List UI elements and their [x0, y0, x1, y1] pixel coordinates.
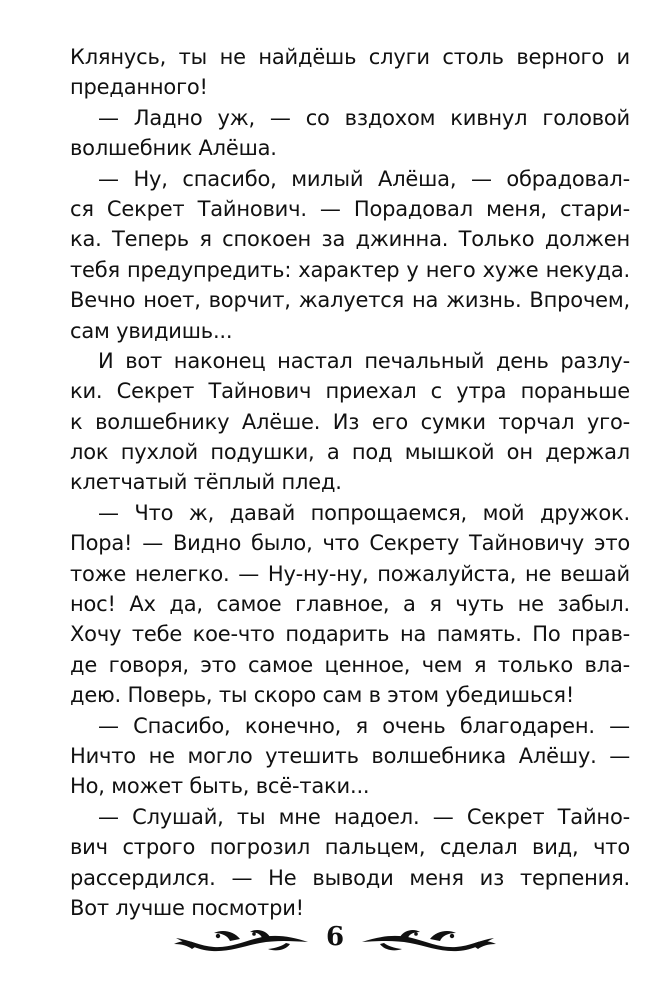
page-footer: [0, 918, 669, 962]
page-text: [70, 42, 630, 923]
text-line: преданного!: [70, 75, 208, 100]
text-line: к волшебнику Алёше. Из его сумки торчал уго-: [70, 409, 630, 434]
text-line: лок пухлой подушки, а под мышкой он держал: [70, 440, 630, 465]
text-line: — Спасибо, конечно, я очень благодарен. —: [98, 713, 630, 738]
text-line: Но, может быть, всё-таки...: [70, 774, 370, 799]
text-line: Пора! — Видно было, что Секрету Тайновичу это: [70, 531, 630, 556]
text-line: дею. Поверь, ты скоро сам в этом убедишься!: [70, 683, 575, 708]
text-line: — Ладно уж, — со вздохом кивнул головой: [98, 105, 630, 130]
text-line: рассердился. — Не выводи меня из терпения.: [70, 865, 630, 890]
text-line: ка. Теперь я спокоен за джинна. Только должен: [70, 227, 630, 252]
text-line: Вечно ноет, ворчит, жалуется на жизнь. Впрочем,: [70, 288, 630, 313]
text-line: тебя предупредить: характер у него хуже некуда.: [70, 257, 630, 282]
text-line: Вот лучше посмотри!: [70, 895, 304, 920]
text-line: волшебник Алёша.: [70, 136, 277, 161]
right-ornament-icon: [360, 926, 500, 956]
text-line: — Слушай, ты мне надоел. — Секрет Тайно-: [98, 804, 630, 829]
text-line: Ничто не могло утешить волшебника Алёшу. —: [70, 743, 630, 768]
text-line: де говоря, это самое ценное, чем я только вла-: [70, 652, 630, 677]
text-line: И вот наконец настал печальный день разлу-: [98, 348, 630, 373]
text-line: Хочу тебе кое-что подарить на память. По прав-: [70, 622, 630, 647]
text-line: клетчатый тёплый плед.: [70, 470, 342, 495]
text-line: вич строго погрозил пальцем, сделал вид, что: [70, 835, 630, 860]
page-number: 6: [325, 922, 345, 952]
text-line: ки. Секрет Тайнович приехал с утра пораньше: [70, 379, 630, 404]
text-line: Клянусь, ты не найдёшь слуги столь верного и: [70, 45, 630, 69]
text-line: тоже нелегко. — Ну-ну-ну, пожалуйста, не вешай: [70, 561, 630, 586]
text-line: — Что ж, давай попрощаемся, мой дружок.: [98, 500, 630, 525]
text-line: сам увидишь...: [70, 318, 233, 343]
text-line: ся Секрет Тайнович. — Порадовал меня, стари-: [70, 196, 630, 221]
left-ornament-icon: [170, 926, 310, 956]
text-line: нос! Ах да, самое главное, а я чуть не забыл.: [70, 592, 630, 617]
text-line: — Ну, спасибо, милый Алёша, — обрадовал-: [98, 166, 630, 191]
